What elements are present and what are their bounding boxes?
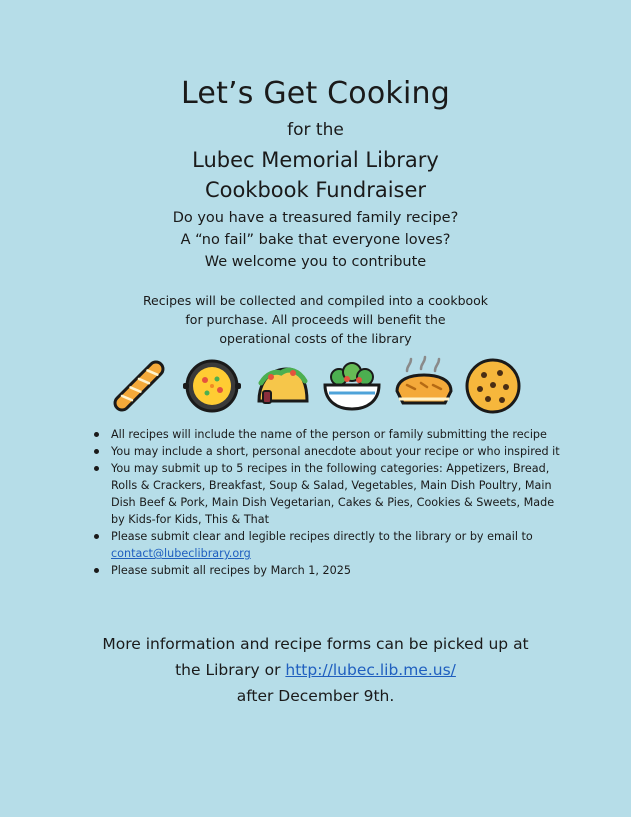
email-link[interactable]: contact@lubeclibrary.org xyxy=(111,547,251,560)
intro-text xyxy=(0,207,631,273)
intro-line-2: A “no fail” bake that everyone loves? xyxy=(180,232,451,248)
collection-text xyxy=(0,291,631,348)
more-line-2: the Library or http://lubec.lib.me.us/ xyxy=(175,661,456,679)
more-info-text xyxy=(0,631,631,709)
list-item: Please submit all recipes by March 1, 2025 xyxy=(92,562,562,579)
library-website-link[interactable]: http://lubec.lib.me.us/ xyxy=(285,661,456,679)
baguette-icon xyxy=(108,355,170,417)
pie-icon xyxy=(393,355,455,417)
fundraiser-title: Cookbook Fundraiser xyxy=(204,178,427,202)
cookie-icon xyxy=(462,355,524,417)
list-item: You may include a short, personal anecdote about your recipe or who inspired it xyxy=(92,443,562,460)
food-icons-row xyxy=(108,355,524,417)
subtitle-for-the: for the xyxy=(287,120,344,140)
page-title: Let’s Get Cooking xyxy=(181,76,450,111)
taco-icon xyxy=(251,355,313,417)
intro-line-3: We welcome you to contribute xyxy=(204,254,427,270)
salad-bowl-icon xyxy=(321,355,383,417)
more-line-3: after December 9th. xyxy=(236,687,395,705)
paella-pan-icon xyxy=(181,355,243,417)
list-item: Please submit clear and legible recipes directly to the library or by email to contact@lubeclibrary.org xyxy=(92,528,562,562)
more-line-1: More information and recipe forms can be picked up at xyxy=(102,635,529,653)
intro-line-1: Do you have a treasured family recipe? xyxy=(172,210,459,226)
list-item: You may submit up to 5 recipes in the following categories: Appetizers, Bread, Rolls & Crackers, Breakfast, Soup & Salad, Vegetables, Main Dish Poultry, Main Dish Beef & Pork, Main Dish Vegetarian, Cakes & Pies, Cookies & Sweets, Made by Kids-for Kids, This & That xyxy=(92,460,562,528)
collection-line-3: operational costs of the library xyxy=(219,331,412,346)
guidelines-list xyxy=(92,426,562,579)
collection-line-2: for purchase. All proceeds will benefit the xyxy=(185,312,446,327)
collection-line-1: Recipes will be collected and compiled into a cookbook xyxy=(142,293,489,308)
library-name: Lubec Memorial Library xyxy=(192,148,439,172)
list-item: All recipes will include the name of the person or family submitting the recipe xyxy=(92,426,562,443)
